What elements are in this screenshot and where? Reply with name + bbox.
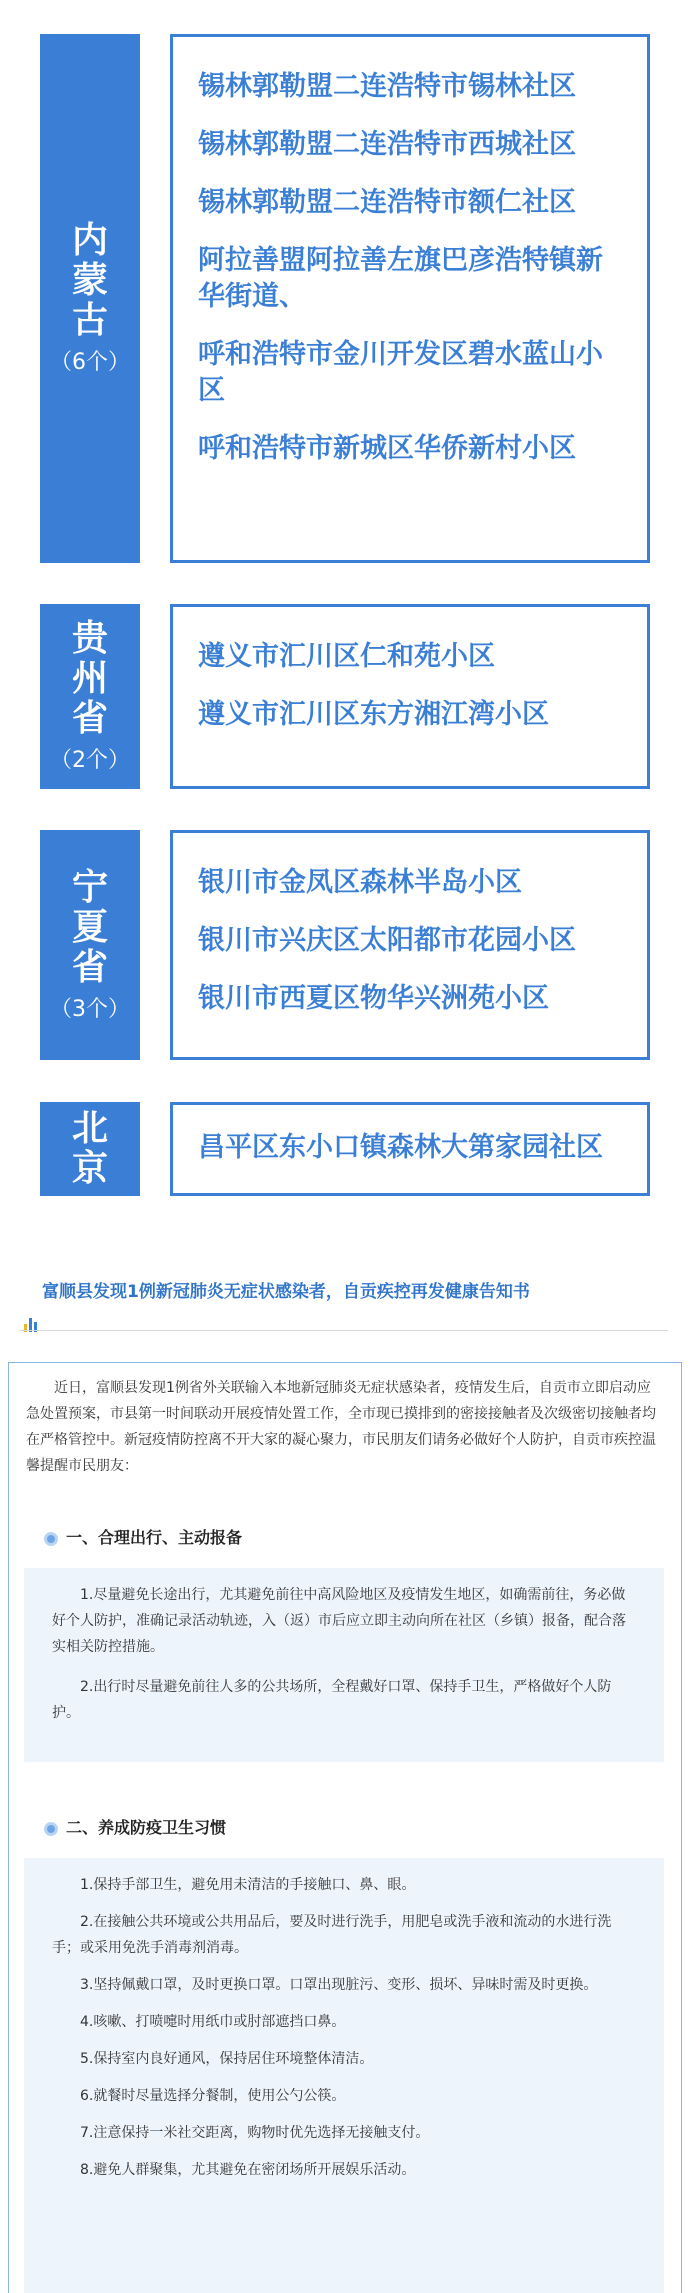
list-item: 锡林郭勒盟二连浩特市西城社区: [198, 129, 576, 160]
bullet-circle-icon: [44, 1822, 58, 1836]
list-item: 1.保持手部卫生，避免用未清洁的手接触口、鼻、眼。: [80, 1877, 416, 1893]
list-item: 银川市金凤区森林半岛小区: [198, 867, 522, 898]
province-list-beijing: [170, 1102, 650, 1196]
list-item: 6.就餐时尽量选择分餐制，使用公勺公筷。: [80, 2088, 346, 2104]
section-heading-2: [44, 1815, 226, 1838]
list-item: 8.避免人群聚集，尤其避免在密闭场所开展娱乐活动。: [80, 2162, 416, 2178]
section-panel-1: [24, 1568, 664, 1762]
province-name: 北京: [71, 1108, 108, 1189]
section-title: 一、合理出行、主动报备: [66, 1528, 243, 1547]
list-item: 呼和浩特市金川开发区碧水蓝山小区: [198, 339, 603, 406]
list-item: 呼和浩特市新城区华侨新村小区: [198, 433, 576, 464]
province-list-neimenggu: [170, 34, 650, 563]
province-label-beijing: [40, 1102, 140, 1196]
province-label-neimenggu: [40, 34, 140, 563]
list-item: 3.坚持佩戴口罩，及时更换口罩。口罩出现脏污、变形、损坏、异味时需及时更换。: [80, 1977, 598, 1993]
list-item: 1.尽量避免长途出行，尤其避免前往中高风险地区及疫情发生地区，如确需前往，务必做好个人防护，准确记录活动轨迹，入（返）市后应立即主动向所在社区（乡镇）报备，配合落实相关防控措施。: [52, 1587, 626, 1655]
list-item: 阿拉善盟阿拉善左旗巴彦浩特镇新华街道、: [198, 245, 603, 312]
list-item: 银川市西夏区物华兴洲苑小区: [198, 983, 549, 1014]
list-item: 遵义市汇川区东方湘江湾小区: [198, 699, 549, 730]
province-count: （2个）: [50, 748, 130, 773]
province-list-ningxia: [170, 830, 650, 1060]
list-item: 锡林郭勒盟二连浩特市锡林社区: [198, 71, 576, 102]
list-item: 5.保持室内良好通风，保持居住环境整体清洁。: [80, 2051, 374, 2067]
province-list-guizhou: [170, 604, 650, 789]
list-item: 4.咳嗽、打喷嚏时用纸巾或肘部遮挡口鼻。: [80, 2014, 346, 2030]
section-panel-2: [24, 1858, 664, 2293]
province-label-guizhou: [40, 604, 140, 789]
list-item: 7.注意保持一米社交距离，购物时优先选择无接触支付。: [80, 2125, 430, 2141]
divider: [20, 1330, 668, 1331]
list-item: 遵义市汇川区仁和苑小区: [198, 641, 495, 672]
province-name: 内蒙古: [71, 220, 108, 341]
list-item: 2.在接触公共环境或公共用品后，要及时进行洗手，用肥皂或洗手液和流动的水进行洗手；或采用免洗手消毒剂消毒。: [52, 1914, 612, 1956]
section-heading-1: [44, 1525, 242, 1548]
notice-title[interactable]: 富顺县发现1例新冠肺炎无症状感染者，自贡疾控再发健康告知书: [42, 1282, 530, 1302]
province-count: （3个）: [50, 996, 130, 1022]
list-item: 银川市兴庆区太阳都市花园小区: [198, 925, 576, 956]
list-item: 2.出行时尽量避免前往人多的公共场所，全程戴好口罩、保持手卫生，严格做好个人防护。: [52, 1679, 612, 1721]
notice-intro: 近日，富顺县发现1例省外关联输入本地新冠肺炎无症状感染者，疫情发生后，自贡市立即启动应急处置预案，市县第一时间联动开展疫情处置工作，全市现已摸排到的密接接触者及次级密切接触者均在严格管控中。新冠疫情防控离不开大家的凝心聚力，市民朋友们请务必做好个人防护，自贡市疾控温馨提醒市民朋友：: [26, 1380, 656, 1474]
list-item: 锡林郭勒盟二连浩特市额仁社区: [198, 187, 576, 218]
province-label-ningxia: [40, 830, 140, 1060]
section-title: 二、养成防疫卫生习惯: [66, 1818, 227, 1837]
province-name: 宁夏省: [71, 866, 108, 988]
province-name: 贵州省: [71, 618, 108, 739]
bullet-circle-icon: [44, 1532, 58, 1546]
list-item: 昌平区东小口镇森林大第家园社区: [198, 1132, 603, 1163]
province-count: （6个）: [50, 350, 130, 375]
